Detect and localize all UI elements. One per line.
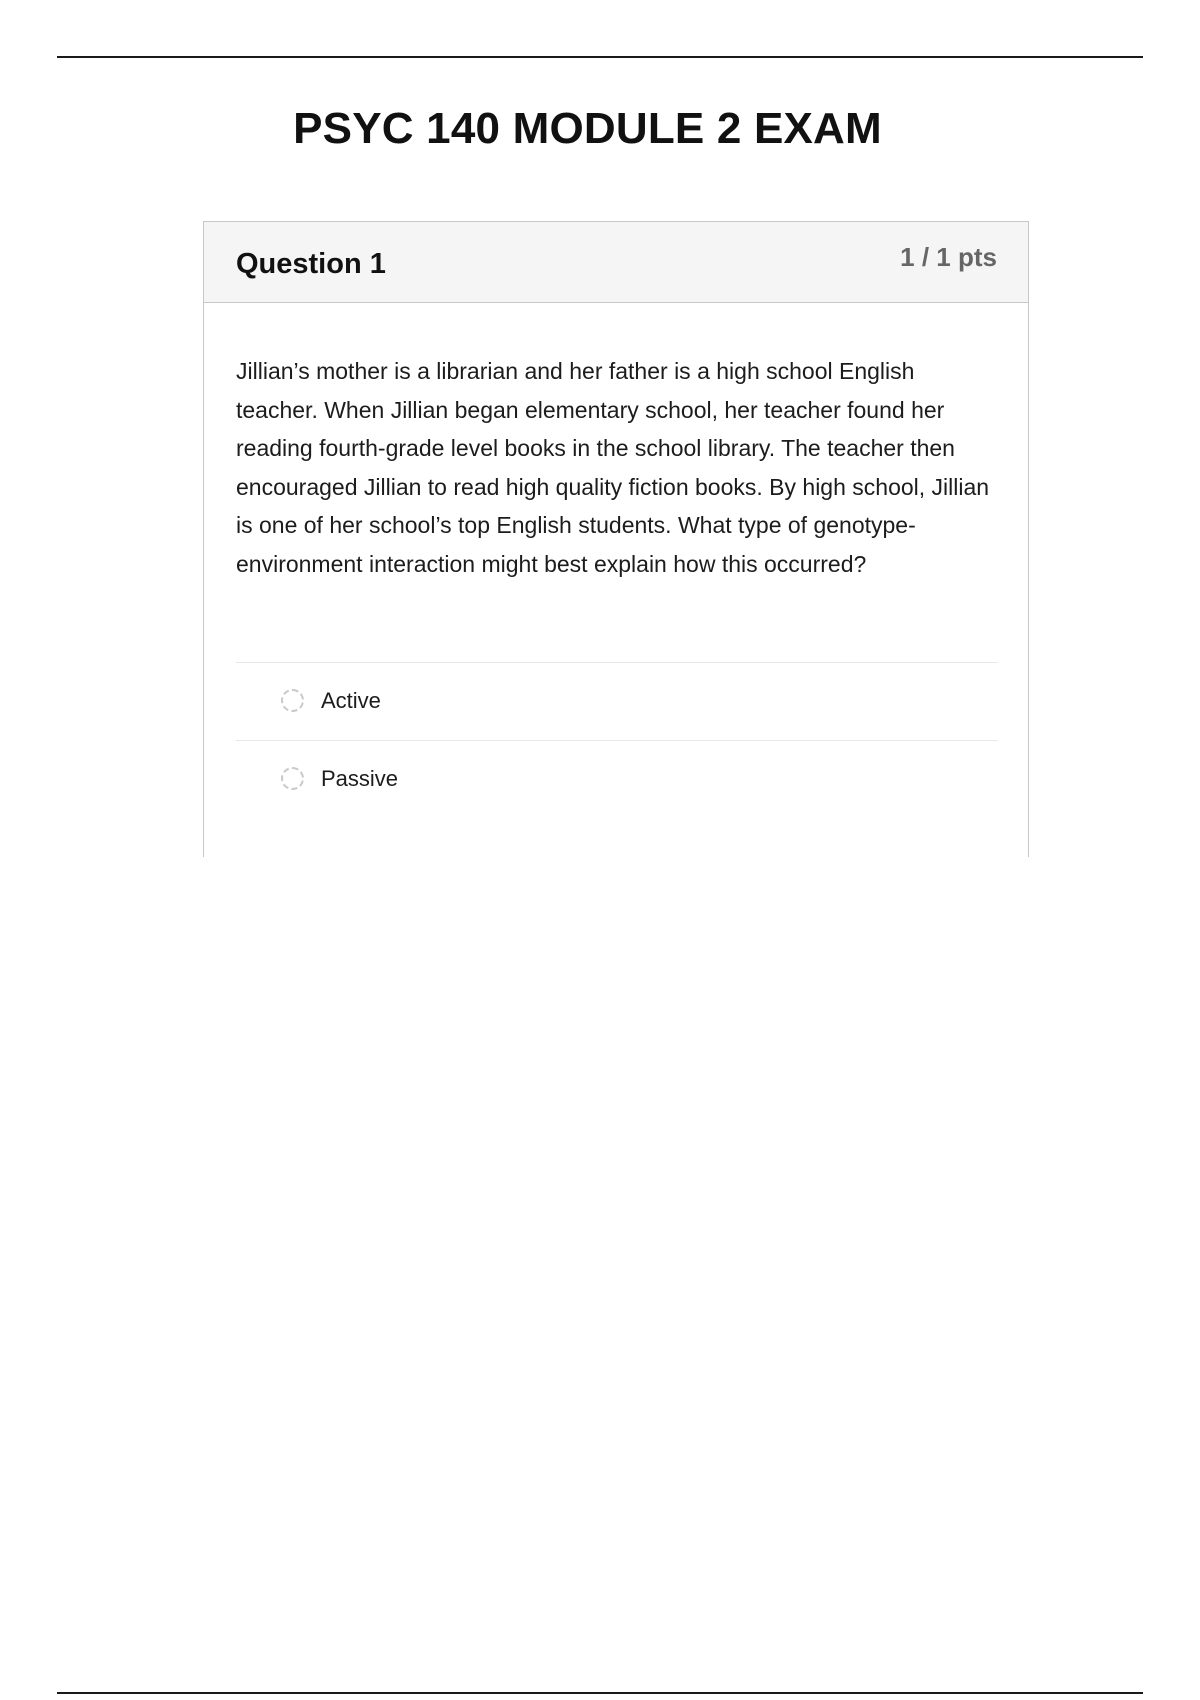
answer-label: Passive (321, 766, 399, 791)
document-title: PSYC 140 MODULE 2 EXAM (293, 104, 882, 153)
question-text: Jillian’s mother is a librarian and her father is a high school English teacher. When Jillian began elementary school, her teacher found her reading fourth-grade level books in the school library. The teacher then encouraged Jillian to read high quality fiction books. By high school, Jillian is one of her school’s top English students. What type of genotype-environment interaction might best explain how this occurred? (236, 358, 990, 577)
question-points: 1 / 1 pts (900, 242, 997, 272)
question-card (203, 221, 1029, 857)
question-header (204, 222, 1028, 303)
radio-button-icon[interactable] (281, 767, 304, 790)
answer-list (236, 662, 998, 819)
question-number: Question 1 (236, 248, 386, 280)
bottom-rule (57, 1692, 1143, 1694)
answer-option-passive[interactable] (236, 741, 998, 819)
answer-label: Active (321, 688, 381, 713)
answer-option-active[interactable] (236, 663, 998, 741)
radio-button-icon[interactable] (281, 689, 304, 712)
top-rule (57, 56, 1143, 58)
